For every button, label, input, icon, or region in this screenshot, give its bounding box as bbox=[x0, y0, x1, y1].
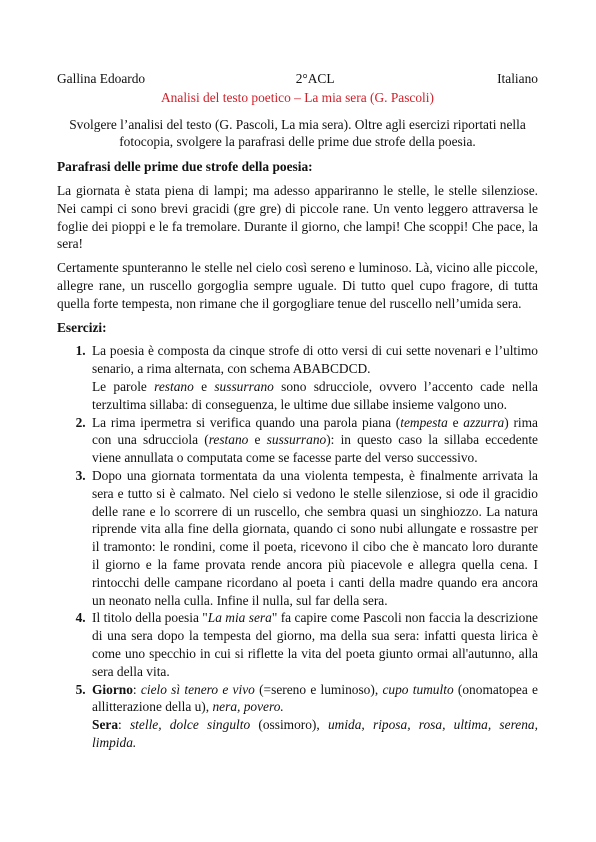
parafrasi-paragraph-1: La giornata è stata piena di lampi; ma adesso appariranno le stelle, le stelle silenziose. Nei campi ci sono brevi gracidi (gre gre) di piccole rane. Un vento leggero attraversa le foglie dei pioppi e le fa tremolare. Durante il giorno, che lampi! Che scoppi! Che pace, la sera! bbox=[57, 182, 538, 252]
italic-word: restano bbox=[208, 432, 249, 448]
italic-word: restano bbox=[154, 378, 194, 394]
italic-word: umida, riposa, rosa, ultima, serena, limpida. bbox=[92, 717, 538, 750]
italic-word: cupo tumulto bbox=[382, 681, 454, 697]
italic-word: sussurrano bbox=[266, 432, 327, 448]
text-run: Il titolo della poesia " bbox=[92, 610, 208, 626]
parafrasi-heading: Parafrasi delle prime due strofe della poesia: bbox=[57, 159, 313, 175]
esercizio-5-sera bbox=[92, 716, 538, 752]
esercizio-1-text: La poesia è composta da cinque strofe di otto versi di cui sette novenari e l’ultimo senario, a rima alternata, con schema ABABCDCD. bbox=[92, 343, 538, 377]
document-title: Analisi del testo poetico – La mia sera (G. Pascoli) bbox=[161, 89, 434, 105]
text-run: e bbox=[248, 432, 267, 448]
italic-word: azzurra bbox=[463, 414, 505, 430]
text-run: La rima ipermetra si verifica quando una parola piana ( bbox=[92, 414, 401, 430]
esercizi-heading: Esercizi: bbox=[57, 319, 107, 335]
author-name: Gallina Edoardo bbox=[57, 71, 146, 86]
text-run: : bbox=[118, 717, 130, 733]
sera-label: Sera bbox=[92, 717, 119, 733]
text-run: (onomatopea e allitterazione della u), bbox=[92, 681, 538, 715]
text-run: " fa capire come Pascoli non faccia la descrizione di una sera dopo la tempesta del giorno, ma della sua sera: infatti questa lirica è come uno specchio in cui si riflette la vita del poeta giunto ormai all'autunno, alla sera della vita. bbox=[92, 610, 538, 679]
esercizio-5 bbox=[89, 681, 538, 752]
text-run: (ossimoro), bbox=[250, 717, 328, 733]
esercizio-3 bbox=[89, 467, 538, 609]
esercizio-5-giorno bbox=[92, 682, 538, 715]
text-run: e bbox=[447, 414, 464, 430]
text-run: : bbox=[132, 681, 141, 697]
italic-word: tempesta bbox=[400, 414, 448, 430]
text-run: sono sdrucciole, ovvero l’accento cade nella terzultima sillaba: di conseguenza, le ultime due sillabe insieme valgono uno. bbox=[92, 378, 538, 412]
text-run: ) rima con una sdrucciola ( bbox=[92, 414, 538, 448]
esercizio-1 bbox=[89, 342, 538, 413]
esercizi-list bbox=[57, 342, 538, 751]
italic-word: cielo sì tenero e vivo bbox=[140, 681, 255, 697]
italic-word: nera, povero. bbox=[212, 699, 284, 715]
text-run: ): in questo caso la sillaba eccedente viene annullata o computata come se facesse parte del verso successivo. bbox=[92, 432, 539, 466]
italic-word: La mia sera bbox=[207, 610, 272, 626]
assignment-intro: Svolgere l’analisi del testo (G. Pascoli, La mia sera). Oltre agli esercizi riportati nella fotocopia, svolgere la parafrasi delle prime due strofe della poesia. bbox=[69, 116, 526, 150]
esercizio-4 bbox=[89, 609, 538, 680]
text-run: (=sereno e luminoso), bbox=[254, 681, 383, 697]
page-header bbox=[57, 70, 538, 88]
esercizio-1-sub bbox=[92, 378, 538, 414]
italic-word: stelle, dolce singulto bbox=[129, 717, 251, 733]
subject-label: Italiano bbox=[497, 71, 538, 86]
parafrasi-paragraph-2: Certamente spunteranno le stelle nel cielo così sereno e luminoso. Là, vicino alle piccole, allegre rane, un ruscello gorgoglia sempre uguale. Di tutto quel cupo fragore, di tutta quella forte tempesta, non rimane che il gorgogliare tenue del ruscello nell’umida sera. bbox=[57, 260, 538, 311]
esercizio-2 bbox=[89, 414, 538, 467]
text-run: Dopo una giornata tormentata da una violenta tempesta, è finalmente arrivata la sera e tutto si è calmato. Nel cielo si vedono le stelle silenziose, si ode il gracidio delle rane e lo scorrere di un ruscello, che sembra quasi un singhiozzo. La natura riprende vita alla fine della giornata, quando ci sono nubi allungate e rossastre per il tramonto: le rondini, come il poeta, ricevono il cibo che è mancato loro durante il giorno e la fame provata rende ancora più piacevole e allegra quella cena. I rintocchi delle campane ricordano al poeta i canti della madre quando era ancora un neonato nella culla. Infine il nulla, sul far della sera. bbox=[92, 467, 538, 608]
text-run: Le parole bbox=[92, 378, 155, 394]
italic-word: sussurrano bbox=[214, 378, 274, 394]
class-label: 2°ACL bbox=[295, 71, 335, 86]
giorno-label: Giorno bbox=[92, 681, 133, 697]
text-run: e bbox=[193, 378, 215, 394]
